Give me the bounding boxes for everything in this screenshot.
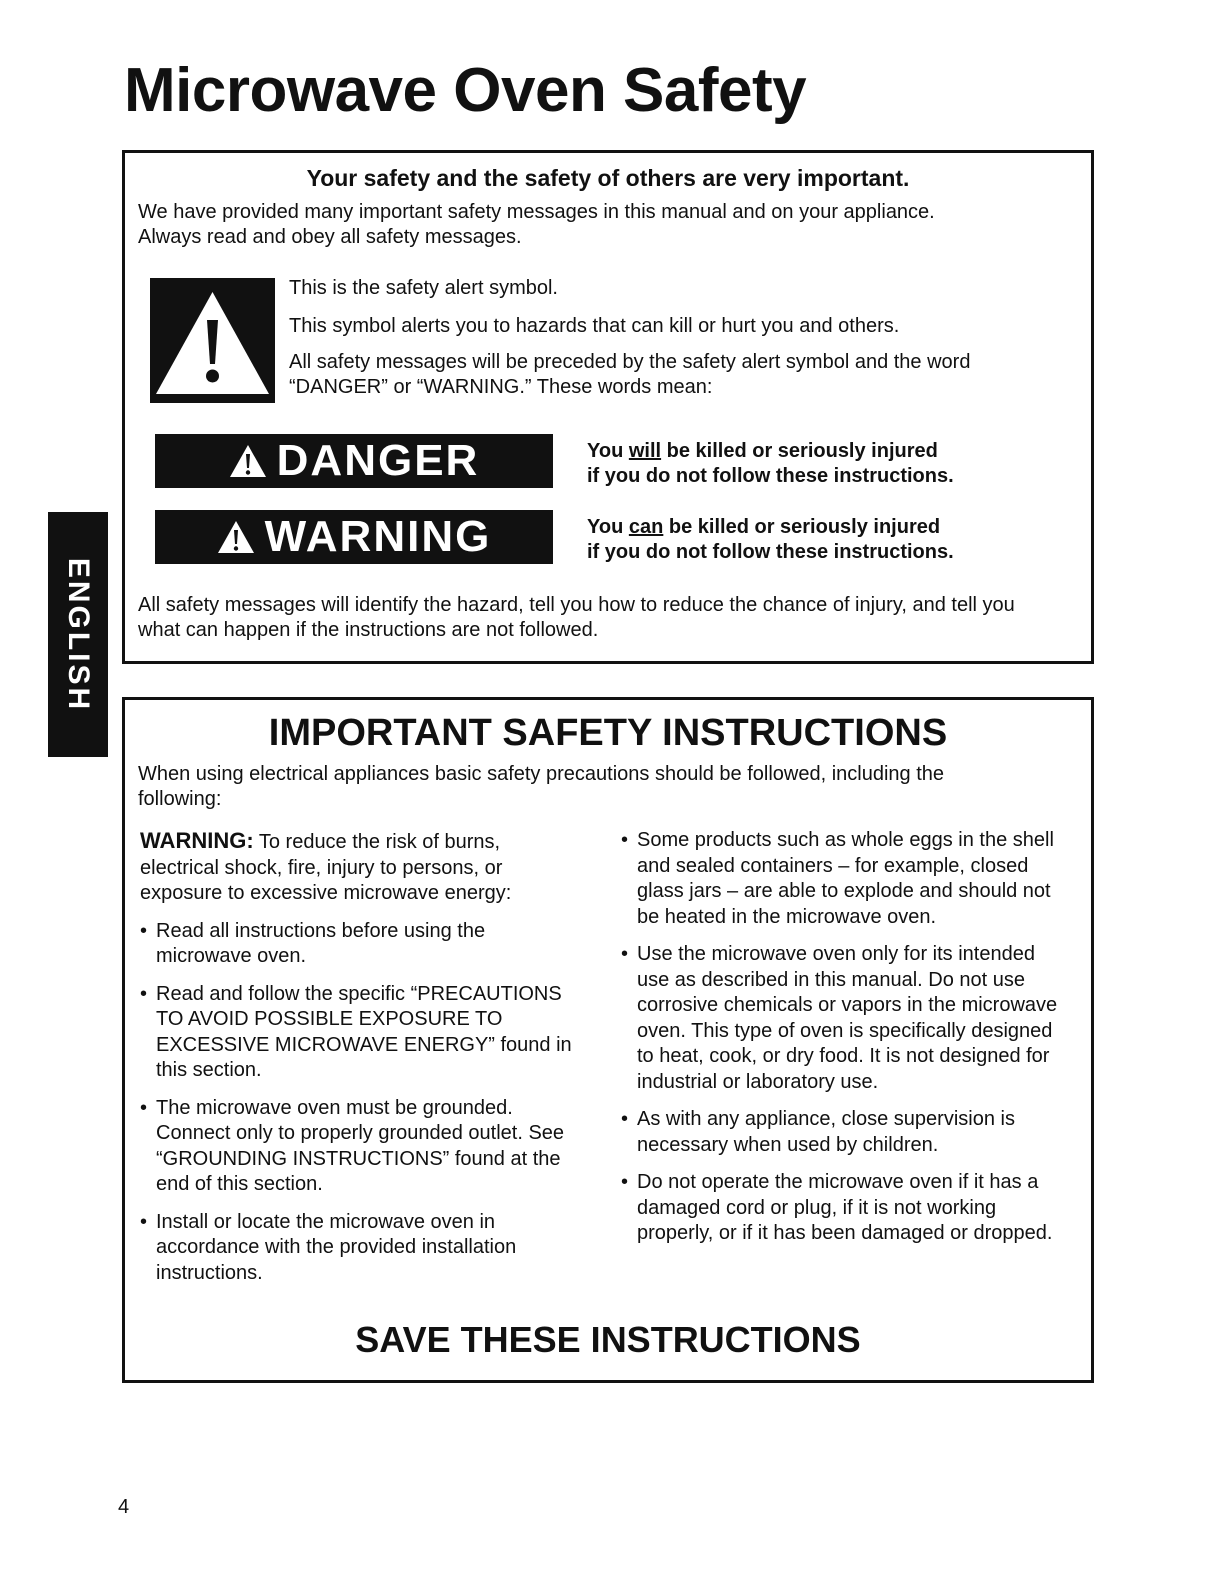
safety-intro-line-1: We have provided many important safety messages in this manual and on your appliance. <box>138 201 935 223</box>
instructions-left-column <box>140 828 580 1298</box>
warning-statement-label: WARNING: <box>140 828 254 853</box>
symbol-text-3a: All safety messages will be preceded by the safety alert symbol and the word <box>289 351 971 373</box>
save-instructions-footer: SAVE THESE INSTRUCTIONS <box>355 1319 861 1360</box>
instructions-intro-line-2: following: <box>138 788 222 810</box>
warning-alert-icon <box>217 520 255 554</box>
symbol-text-1: This is the safety alert symbol. <box>289 277 558 299</box>
warning-statement-text: To reduce the risk of burns, electrical shock, fire, injury to persons, or exposure to excessive microwave energy: <box>140 831 512 904</box>
warning-signal-word <box>155 510 553 564</box>
safety-box-heading: Your safety and the safety of others are very important. <box>306 165 910 191</box>
list-item: • Read and follow the specific “PRECAUTIONS TO AVOID POSSIBLE EXPOSURE TO EXCESSIVE MICROWAVE ENERGY” found in this section. <box>140 982 580 1084</box>
instructions-heading: IMPORTANT SAFETY INSTRUCTIONS <box>268 712 948 754</box>
danger-alert-icon <box>229 444 267 478</box>
safety-alert-symbol-icon <box>150 278 275 403</box>
safety-footer-line-1: All safety messages will identify the hazard, tell you how to reduce the chance of injury, and tell you <box>138 594 1015 616</box>
page-number: 4 <box>118 1496 130 1518</box>
warning-description: You can be killed or seriously injured if you do not follow these instructions. <box>587 516 954 563</box>
symbol-text-3b: “DANGER” or “WARNING.” These words mean: <box>289 376 713 398</box>
language-tab-label: ENGLISH <box>62 557 95 712</box>
list-item: • Do not operate the microwave oven if it has a damaged cord or plug, if it is not working properly, or if it has been damaged or dropped. <box>621 1170 1071 1247</box>
page-title: Microwave Oven Safety <box>124 56 807 125</box>
safety-intro-line-2: Always read and obey all safety messages. <box>138 226 522 248</box>
list-item: • Read all instructions before using the microwave oven. <box>140 919 580 970</box>
symbol-text-2: This symbol alerts you to hazards that can kill or hurt you and others. <box>289 315 900 337</box>
language-tab <box>48 512 108 757</box>
list-item: • As with any appliance, close supervision is necessary when used by children. <box>621 1107 1071 1158</box>
list-item: • Some products such as whole eggs in the shell and sealed containers – for example, closed glass jars – are able to explode and should not be heated in the microwave oven. <box>621 828 1071 930</box>
warning-statement <box>140 828 580 907</box>
instructions-intro-line-1: When using electrical appliances basic safety precautions should be followed, including the <box>138 763 945 785</box>
warning-label: WARNING <box>264 512 492 561</box>
list-item: • Install or locate the microwave oven in accordance with the provided installation instructions. <box>140 1210 580 1287</box>
instructions-right-column <box>621 828 1071 1259</box>
danger-signal-word <box>155 434 553 488</box>
danger-label: DANGER <box>276 436 480 485</box>
safety-footer-line-2: what can happen if the instructions are not followed. <box>138 619 599 641</box>
danger-description: You will be killed or seriously injured if you do not follow these instructions. <box>587 440 954 487</box>
list-item: • The microwave oven must be grounded. Connect only to properly grounded outlet. See “GROUNDING INSTRUCTIONS” found at the end of this section. <box>140 1096 580 1198</box>
list-item: • Use the microwave oven only for its intended use as described in this manual. Do not use corrosive chemicals or vapors in the microwave oven. This type of oven is specifically designed to heat, cook, or dry food. It is not designed for industrial or laboratory use. <box>621 942 1071 1095</box>
